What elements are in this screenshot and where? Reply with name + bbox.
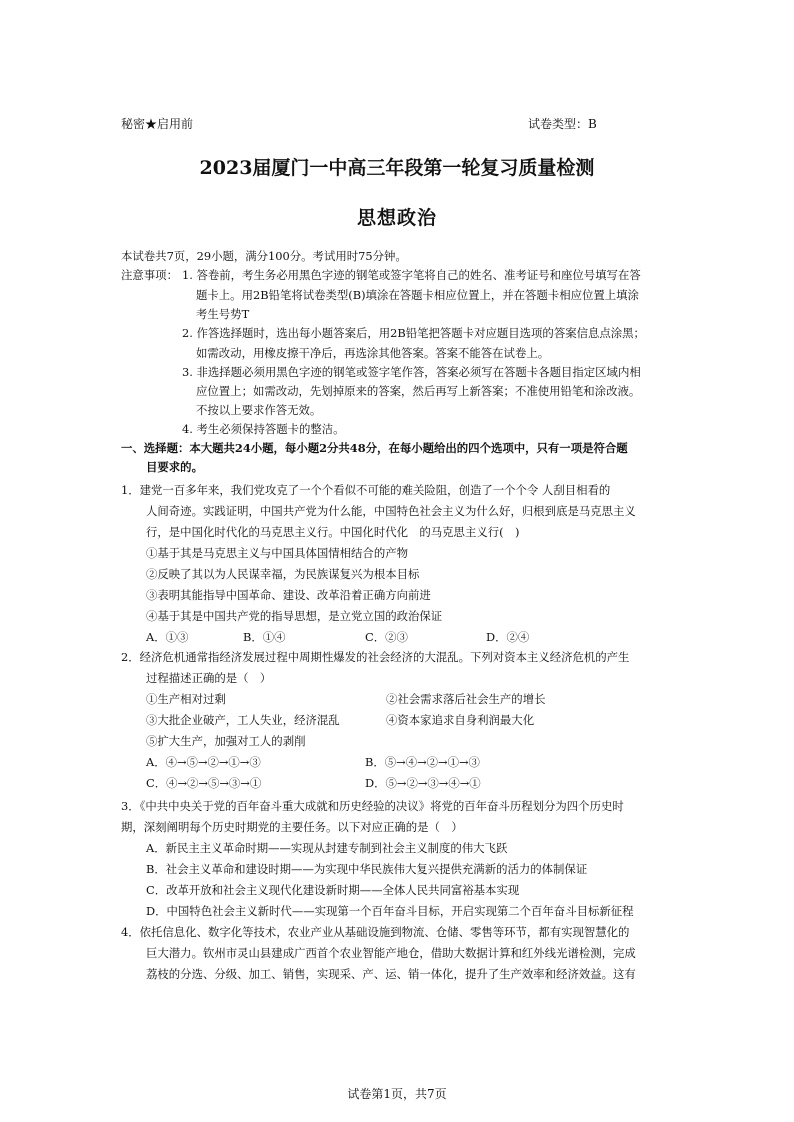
q3-option-b: B．社会主义革命和建设时期——为实现中华民族伟大复兴提供充满新的活力的体制保证: [146, 862, 588, 876]
q1-statement-4: ④基于其是中国共产党的指导思想，是立党立国的政治保证: [146, 609, 443, 623]
q1-option-c: C．②③: [365, 630, 408, 644]
q2-statement-4: ④资本家追求自身利润最大化: [386, 713, 535, 727]
note-3-line-3: 不按以上要求作答无效。: [196, 403, 322, 417]
q1-statement-3: ③表明其能指导中国革命、建设、改革沿着正确方向前进: [146, 588, 431, 602]
note-2-line-2: 如需改动，用橡皮擦干净后，再选涂其他答案。答案不能答在试卷上。: [196, 346, 550, 360]
page-footer: 试卷第1页，共7页: [347, 1087, 447, 1101]
q2-statement-5: ⑤扩大生产，加强对工人的剥削: [146, 734, 306, 748]
q2-option-a: A．④→⑤→②→①→③: [146, 755, 261, 769]
confidential-label: 秘密★启用前: [121, 117, 194, 131]
q3-option-c: C．改革开放和社会主义现代化建设新时期——全体人民共同富裕基本实现: [146, 883, 520, 897]
q1-option-d: D．②④: [486, 630, 530, 644]
subject-title: 思想政治: [356, 207, 437, 229]
q4-stem-line-2: 巨大潜力。钦州市灵山县建成广西首个农业智能产地仓，借助大数据计算和红外线光谱检测，完成: [146, 946, 636, 960]
note-1-line-1: 1. 答卷前，考生务必用黑色字迹的钢笔或签字笔将自己的姓名、准考证号和座位号填写在答: [182, 268, 641, 282]
paper-type-label: 试卷类型：B: [528, 117, 597, 131]
q1-statement-1: ①基于其是马克思主义与中国具体国情相结合的产物: [146, 546, 408, 560]
q2-option-d: D．⑤→②→③→④→①: [365, 776, 481, 790]
q1-stem-line-2: 人间奇迹。实践证明，中国共产党为什么能，中国特色社会主义为什么好，归根到底是马克思主义: [146, 504, 636, 518]
q3-stem-line-1: 3．《中共中央关于党的百年奋斗重大成就和历史经验的决议》将党的百年奋斗历程划分为四个历史时: [121, 799, 624, 813]
q2-stem-line-2: 过程描述正确的是（ ）: [146, 671, 272, 685]
note-1-line-3: 考生号势T: [196, 307, 250, 321]
section-1-heading-cont: 目要求的。: [146, 460, 203, 474]
page-title: 2023届厦门一中高三年段第一轮复习质量检测: [199, 157, 595, 179]
intro-text: 本试卷共7页，29小题，满分100分。考试用时75分钟。: [121, 249, 407, 263]
q2-statement-1: ①生产相对过剩: [146, 692, 226, 706]
q1-option-a: A．①③: [146, 630, 189, 644]
note-2-line-1: 2. 作答选择题时，选出每小题答案后，用2B铅笔把答题卡对应题目选项的答案信息点涂黑；: [182, 326, 645, 340]
q1-stem-line-1: 1．建党一百多年来，我们党攻克了一个个看似不可能的难关险阻，创造了一个个令 人刮目相看的: [121, 483, 611, 497]
notes-label: 注意事项：: [121, 268, 178, 282]
q2-option-b: B．⑤→④→②→①→③: [365, 755, 480, 769]
note-1-line-2: 题卡上。用2B铅笔将试卷类型(B)填涂在答题卡相应位置上，并在答题卡相应位置上填涂: [196, 288, 639, 302]
q2-statement-3: ③大批企业破产，工人失业，经济混乱: [146, 713, 340, 727]
q2-statement-2: ②社会需求落后社会生产的增长: [386, 692, 546, 706]
note-3-line-1: 3. 非选择题必须用黑色字迹的钢笔或签字笔作答，答案必须写在答题卡各题目指定区域内相: [182, 365, 641, 379]
q2-option-c: C．④→②→⑤→③→①: [146, 776, 262, 790]
q1-stem-line-3: 行，是中国化时代化的马克思主义行。中国化时代化 的马克思主义行( ): [146, 525, 520, 539]
q1-statement-2: ②反映了其以为人民谋幸福，为民族谋复兴为根本目标: [146, 567, 420, 581]
note-4: 4. 考生必须保持答题卡的整洁。: [182, 422, 345, 436]
q1-option-b: B．①④: [243, 630, 286, 644]
q3-stem-line-2: 期，深刻阐明每个历史时期党的主要任务。以下对应正确的是（ ）: [121, 820, 463, 834]
q4-stem-line-3: 荔枝的分选、分级、加工、销售，实现采、产、运、销一体化，提升了生产效率和经济效益。这有: [146, 967, 636, 981]
q3-option-d: D．中国特色社会主义新时代——实现第一个百年奋斗目标，开启实现第二个百年奋斗目标新征程: [146, 904, 634, 918]
q3-option-a: A．新民主主义革命时期——实现从封建专制到社会主义制度的伟大飞跃: [146, 841, 508, 855]
note-3-line-2: 应位置上；如需改动，先划掉原来的答案，然后再写上新答案；不准使用铅笔和涂改液。: [196, 384, 641, 398]
section-1-heading: 一、选择题：本大题共24小题，每小题2分共48分，在每小题给出的四个选项中，只有一项是符合题: [121, 441, 628, 455]
q2-stem-line-1: 2．经济危机通常指经济发展过程中周期性爆发的社会经济的大混乱。下列对资本主义经济危机的产生: [121, 650, 630, 664]
q4-stem-line-1: 4．依托信息化、数字化等技术，农业产业从基础设施到物流、仓储、零售等环节，都有实现智慧化的: [121, 925, 630, 939]
